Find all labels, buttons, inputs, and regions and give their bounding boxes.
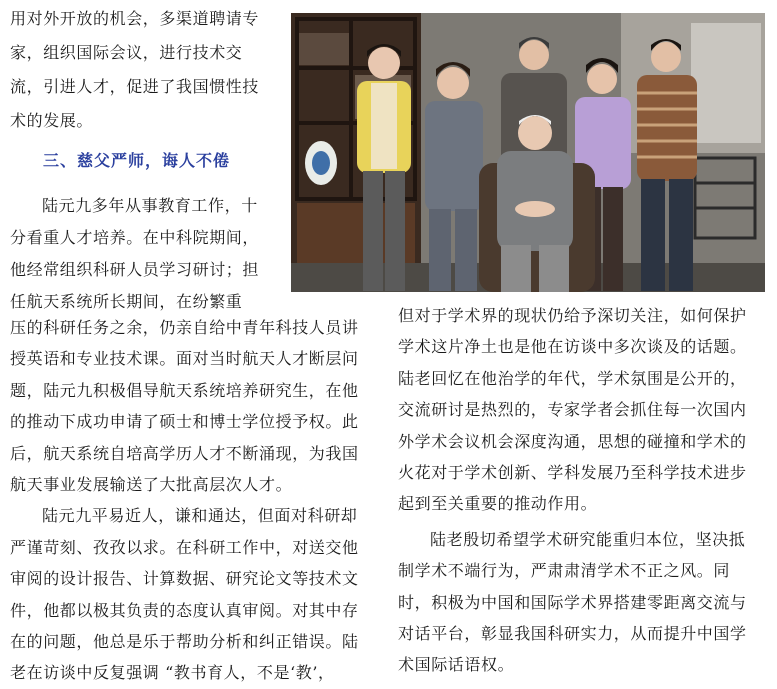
group-photo	[291, 13, 765, 292]
text-line: 学术这片净土也是他在访谈中多次谈及的话题。	[398, 337, 747, 357]
text-line: 授英语和专业技术课。面对当时航天人才断层问	[10, 349, 359, 369]
text-line: 火花对于学术创新、学科发展乃至科学技术进步	[398, 463, 747, 483]
text-line: 在的问题，他总是乐于帮助分析和纠正错误。陆	[10, 632, 359, 652]
right-column-paragraph	[398, 300, 770, 681]
text-line: 他经常组织科研人员学习研讨；担	[10, 260, 260, 279]
left-bottom-paragraph	[10, 312, 380, 689]
text-line: 陆老回忆在他治学的年代，学术氛围是公开的，	[398, 368, 747, 388]
text-line: 陆元九多年从事教育工作，十	[42, 196, 258, 215]
text-line: 制学术不端行为，严肃肃清学术不正之风。同	[398, 561, 731, 581]
left-top-paragraph	[10, 2, 285, 138]
text-line: 件，他都以极其负责的态度认真审阅。对其中存	[10, 600, 359, 620]
text-line: 流，引进人才，促进了我国惯性技	[10, 77, 260, 96]
text-line: 题，陆元九积极倡导航天系统培养研究生，在他	[10, 380, 359, 400]
text-line: 时，积极为中国和国际学术界搭建零距离交流与	[398, 592, 747, 612]
group-photo-illustration	[291, 13, 765, 292]
text-line: 起到至关重要的推动作用。	[398, 494, 598, 514]
text-line: 陆老殷切希望学术研究能重归本位，坚决抵	[430, 529, 746, 549]
text-line: 任航天系统所长期间，在纷繁重	[10, 292, 243, 311]
text-line: 压的科研任务之余，仍亲自给中青年科技人员讲	[10, 318, 359, 337]
text-line: 外学术会议机会深度沟通，思想的碰撞和学术的	[398, 431, 747, 451]
text-line: 家，组织国际会议，进行技术交	[10, 43, 243, 62]
text-line: 老在访谈中反复强调 “教书育人，不是‘教’，	[10, 663, 335, 683]
text-line: 用对外开放的机会，多渠道聘请专	[10, 9, 260, 28]
text-line: 但对于学术界的现状仍给予深切关注，如何保护	[398, 306, 747, 325]
text-line: 的推动下成功申请了硕士和博士学位授予权。此	[10, 412, 359, 432]
left-mid-paragraph	[10, 190, 285, 318]
text-line: 分看重人才培养。在中科院期间，	[10, 228, 260, 247]
text-line: 陆元九平易近人，谦和通达，但面对科研却	[42, 506, 358, 526]
text-line: 严谨苛刻、孜孜以求。在科研工作中，对送交他	[10, 537, 359, 557]
text-line: 交流研讨是热烈的，专家学者会抓住每一次国内	[398, 400, 747, 420]
section-heading: 三、慈父严师，诲人不倦	[43, 151, 231, 170]
text-line: 航天事业发展输送了大批高层次人才。	[10, 475, 293, 495]
text-line: 对话平台，彰显我国科研实力，从而提升中国学	[398, 624, 747, 644]
text-line: 审阅的设计报告、计算数据、研究论文等技术文	[10, 569, 359, 589]
text-line: 术的发展。	[10, 111, 94, 130]
text-line: 后，航天系统自培高学历人才不断涌现，为我国	[10, 443, 359, 463]
text-line: 术国际话语权。	[398, 655, 515, 675]
